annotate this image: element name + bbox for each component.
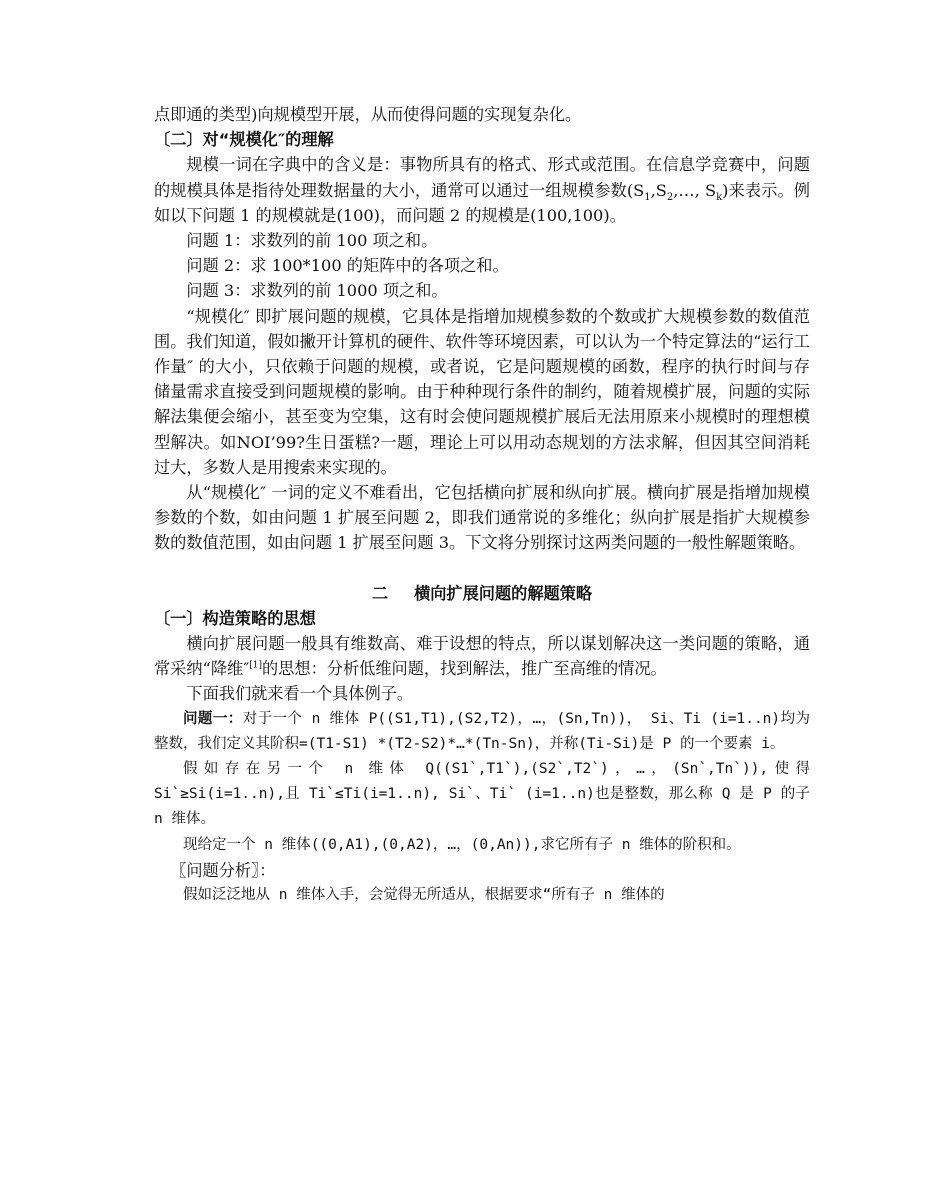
section-heading-understanding: 〔二〕对“规模化″的理解 bbox=[154, 130, 334, 150]
problem-one-subbody: 假如存在另一个 n 维体 Q((S1`,T1`),(S2`,T2`)，…，(Sn`,Tn`)),使得Si`≥Si(i=1..n),且 Ti`≤Ti(i=1..n), Si`、Ti` (i=1..n)也是整数，那么称 Q 是 P 的子 n 维体。 bbox=[154, 761, 810, 828]
document-page bbox=[154, 102, 810, 908]
paragraph-continuation: 点即通的类型)向规模型开展，从而使得问题的实现复杂化。 bbox=[154, 105, 582, 124]
chapter-heading: 二 横向扩展问题的解题策略 bbox=[371, 583, 593, 603]
paragraph-scale-definition: 规模一词在字典中的含义是：事物所具有的格式、形式或范围。在信息学竞赛中，问题的规模具体是指待处理数据量的大小，通常可以通过一组规模参数($S_1,S_2,\dots$, $S_k$)来表示。例如以下问题 1 的规模就是(100)，而问题 2 的规模是(100,100)。 bbox=[154, 155, 810, 225]
paragraph-example-intro: 下面我们就来看一个具体例子。 bbox=[186, 684, 414, 704]
analysis-label: 〖问题分析〗： bbox=[170, 860, 276, 880]
problem-one-task: 现给定一个 n 维体((0,A1),(0,A2)，…，(0,An)),求它所有子 n 维体的阶积和。 bbox=[183, 836, 741, 853]
problem-1-line: 问题 1：求数列的前 100 项之和。 bbox=[186, 231, 438, 251]
paragraph-scaling: “规模化″ 即扩展问题的规模，它具体是指增加规模参数的个数或扩大规模参数的数值范围。我们知道，假如撇开计算机的硬件、软件等环境因素，可以认为一个特定算法的“运行工作量″ 的大小，只依赖于问题的规模，或者说，它是问题规模的函数，程序的执行时间与存储量需求直接受到问题规模的影响。由于种种现行条件的制约，随着规模扩展，问题的实际解法集便会缩小，甚至变为空集，这有时会使问题规模扩展后无法用原来小规模时的理想模型解决。如NOI’99?生日蛋糕?一题，理论上可以用动态规划的方法求解，但因其空间消耗过大，多数人是用搜索来实现的。 bbox=[154, 306, 810, 477]
section-heading-construct: 〔一〕构造策略的思想 bbox=[154, 608, 316, 628]
paragraph-dimension-reduction: 横向扩展问题一般具有维数高、难于设想的特点，所以谋划解决这一类问题的策略，通常采纳“降维″[1]的思想：分析低维问题，找到解法，推广至高维的情况。 bbox=[154, 634, 810, 679]
paragraph-extension-types: 从“规模化″ 一词的定义不难看出，它包括横向扩展和纵向扩展。横向扩展是指增加规模参数的个数，如由问题 1 扩展至问题 2，即我们通常说的多维化；纵向扩展是指扩大规模参数的数值范围，如由问题 1 扩展至问题 3。下文将分别探讨这两类问题的一般性解题策略。 bbox=[154, 483, 810, 553]
paragraph-analysis: 假如泛泛地从 n 维体入手，会觉得无所适从，根据要求“所有子 n 维体的 bbox=[183, 887, 665, 904]
problem-one-statement: 问题一：对于一个 n 维体 P((S1,T1),(S2,T2)，…，(Sn,Tn))， Si、Ti (i=1..n)均为整数，我们定义其阶积=(T1-S1) *(T2-S2)*…*(Tn-Sn)，并称(Ti-Si)是 P 的一个要素 i。 bbox=[154, 710, 811, 752]
problem-2-line: 问题 2：求 100*100 的矩阵中的各项之和。 bbox=[186, 256, 509, 276]
problem-one-label: 问题一： bbox=[183, 710, 243, 727]
footnote-reference: [1] bbox=[249, 660, 263, 671]
problem-3-line: 问题 3：求数列的前 1000 项之和。 bbox=[186, 281, 448, 301]
